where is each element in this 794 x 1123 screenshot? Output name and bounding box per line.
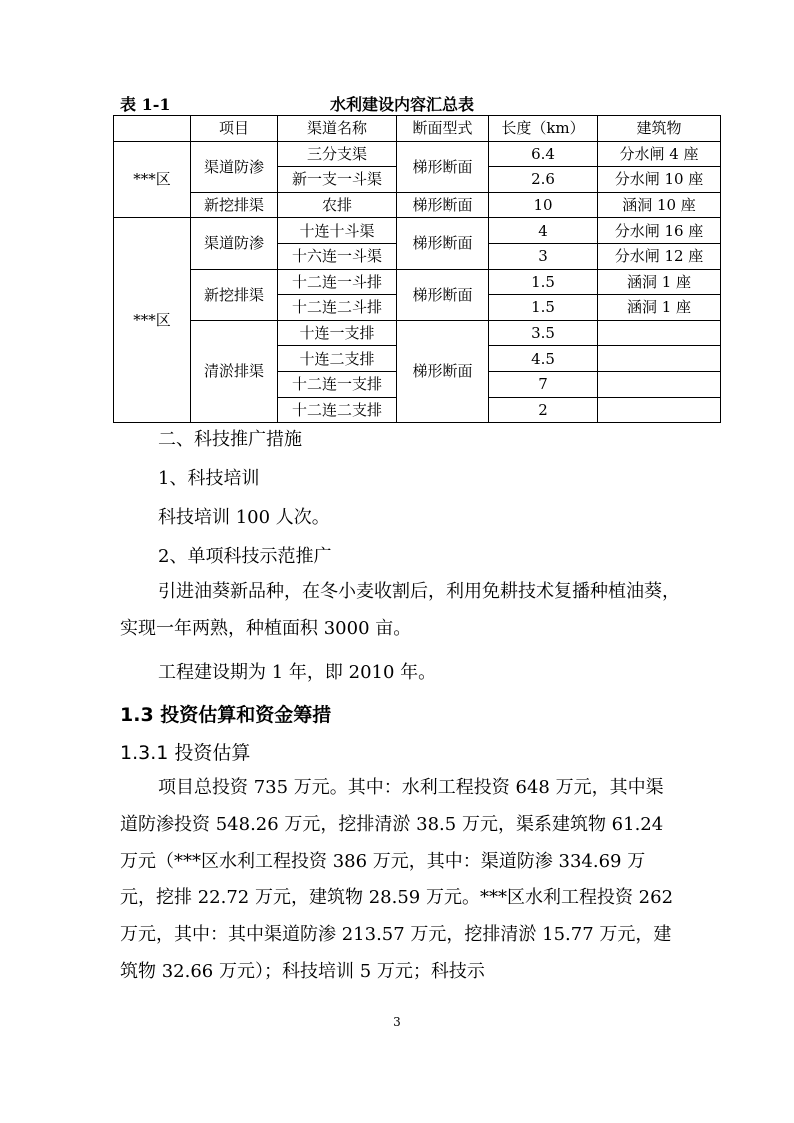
length-cell: 7 bbox=[489, 371, 598, 397]
structure-cell: 分水闸 12 座 bbox=[598, 243, 721, 269]
paragraph: 项目总投资 735 万元。其中：水利工程投资 648 万元，其中渠道防渗投资 548.26 万元，挖排清淤 38.5 万元，渠系建筑物 61.24 万元（***区水利工程投资 386 万元，其中：渠道防渗 334.69 万元，挖排 22.72 万元，建筑物 28.59 万元。***区水利工程投资 262 万元，其中：其中渠道防渗 213.57 万元，挖排清淤 15.77 万元，建筑物 32.66 万元）；科技培训 5 万元；科技示 bbox=[120, 777, 674, 982]
structure-cell: 涵洞 1 座 bbox=[598, 269, 721, 295]
length-cell: 4.5 bbox=[489, 346, 598, 372]
length-cell: 3.5 bbox=[489, 320, 598, 346]
structure-cell bbox=[598, 371, 721, 397]
length-cell: 6.4 bbox=[489, 141, 598, 167]
structure-cell: 分水闸 10 座 bbox=[598, 167, 721, 193]
channel-name-cell: 十二连二斗排 bbox=[278, 295, 397, 321]
channel-name-cell: 十连二支排 bbox=[278, 346, 397, 372]
project-cell: 渠道防渗 bbox=[191, 218, 278, 269]
region-cell: ***区 bbox=[114, 141, 191, 218]
table-number: 表 1-1 bbox=[120, 95, 171, 114]
region-cell: ***区 bbox=[114, 218, 191, 423]
section-type-cell: 梯形断面 bbox=[397, 218, 489, 269]
length-cell: 3 bbox=[489, 243, 598, 269]
channel-name-cell: 十二连一斗排 bbox=[278, 269, 397, 295]
page-number: 3 bbox=[393, 1015, 401, 1029]
structure-cell bbox=[598, 346, 721, 372]
table-header-row bbox=[114, 116, 721, 142]
table-title: 水利建设内容汇总表 bbox=[330, 95, 475, 114]
section-type-cell: 梯形断面 bbox=[397, 192, 489, 218]
subsection-heading: 1、科技培训 bbox=[158, 468, 260, 489]
channel-name-cell: 十二连一支排 bbox=[278, 371, 397, 397]
channel-name-cell: 农排 bbox=[278, 192, 397, 218]
header-cell: 断面型式 bbox=[397, 116, 489, 142]
header-cell: 长度（km） bbox=[489, 116, 598, 142]
structure-cell: 分水闸 4 座 bbox=[598, 141, 721, 167]
subsection-heading: 2、单项科技示范推广 bbox=[158, 546, 332, 567]
section-heading: 二、科技推广措施 bbox=[158, 429, 302, 450]
section-type-cell: 梯形断面 bbox=[397, 269, 489, 320]
table-row bbox=[114, 218, 721, 244]
channel-name-cell: 十二连二支排 bbox=[278, 397, 397, 423]
project-cell: 渠道防渗 bbox=[191, 141, 278, 192]
header-cell bbox=[114, 116, 191, 142]
section-heading: 1.3 投资估算和资金筹措 bbox=[120, 704, 332, 726]
water-works-summary-table bbox=[113, 115, 721, 423]
channel-name-cell: 三分支渠 bbox=[278, 141, 397, 167]
header-cell: 渠道名称 bbox=[278, 116, 397, 142]
length-cell: 1.5 bbox=[489, 269, 598, 295]
channel-name-cell: 十连一支排 bbox=[278, 320, 397, 346]
structure-cell: 涵洞 1 座 bbox=[598, 295, 721, 321]
length-cell: 2 bbox=[489, 397, 598, 423]
length-cell: 4 bbox=[489, 218, 598, 244]
section-type-cell: 梯形断面 bbox=[397, 320, 489, 422]
table-caption bbox=[116, 92, 722, 116]
channel-name-cell: 新一支一斗渠 bbox=[278, 167, 397, 193]
project-cell: 新挖排渠 bbox=[191, 269, 278, 320]
table-row bbox=[114, 269, 721, 295]
structure-cell: 分水闸 16 座 bbox=[598, 218, 721, 244]
paragraph: 科技培训 100 人次。 bbox=[158, 507, 330, 528]
project-cell: 清淤排渠 bbox=[191, 320, 278, 422]
table-row bbox=[114, 320, 721, 346]
section-type-cell: 梯形断面 bbox=[397, 141, 489, 192]
header-cell: 建筑物 bbox=[598, 116, 721, 142]
header-cell: 项目 bbox=[191, 116, 278, 142]
project-cell: 新挖排渠 bbox=[191, 192, 278, 218]
table-row bbox=[114, 192, 721, 218]
structure-cell bbox=[598, 320, 721, 346]
paragraph: 工程建设期为 1 年，即 2010 年。 bbox=[158, 662, 437, 683]
channel-name-cell: 十连十斗渠 bbox=[278, 218, 397, 244]
length-cell: 10 bbox=[489, 192, 598, 218]
length-cell: 1.5 bbox=[489, 295, 598, 321]
subsection-heading: 1.3.1 投资估算 bbox=[120, 742, 251, 764]
channel-name-cell: 十六连一斗渠 bbox=[278, 243, 397, 269]
structure-cell bbox=[598, 397, 721, 423]
length-cell: 2.6 bbox=[489, 167, 598, 193]
paragraph: 引进油葵新品种，在冬小麦收割后，利用免耕技术复播种植油葵，实现一年两熟，种植面积 3000 亩。 bbox=[120, 581, 680, 639]
structure-cell: 涵洞 10 座 bbox=[598, 192, 721, 218]
table-row bbox=[114, 141, 721, 167]
